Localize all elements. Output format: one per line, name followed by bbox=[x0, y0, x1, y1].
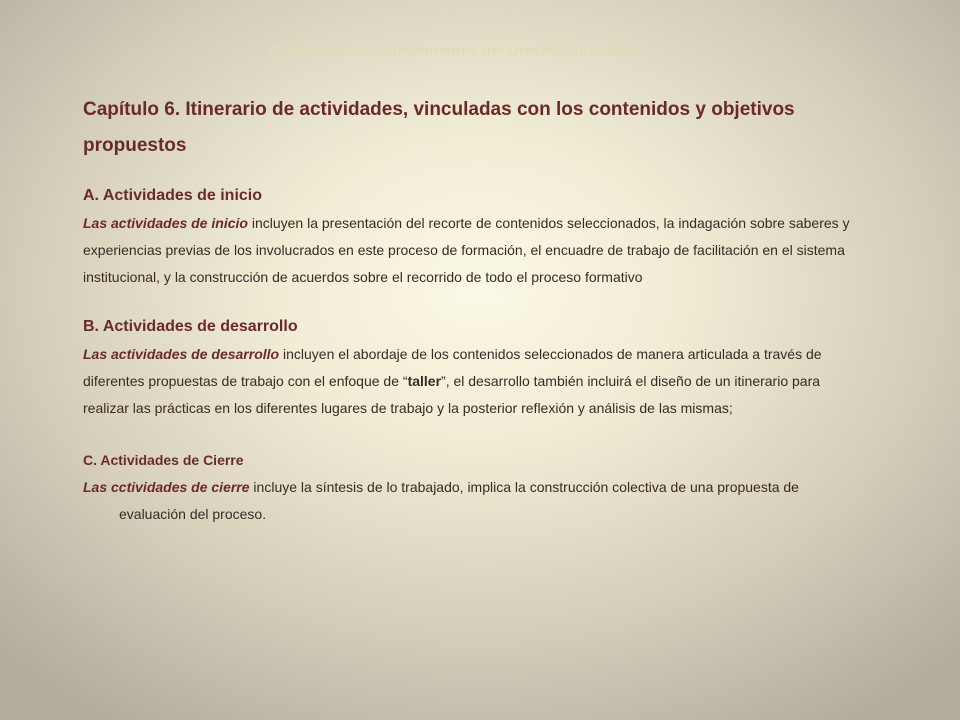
section-paragraph-desarrollo bbox=[83, 341, 853, 422]
paragraph-lead-desarrollo: Las actividades de desarrollo bbox=[83, 346, 280, 362]
paragraph-text-desarrollo-end: ”, el desarrollo también incluirá el diseño de un itinerario para realizar las prácticas en los diferentes lugares de trabajo y la posterior reflexión y análisis de las mismas; bbox=[83, 373, 821, 416]
section-heading-cierre: C. Actividades de Cierre bbox=[83, 452, 244, 468]
section-heading-inicio: A. Actividades de inicio bbox=[83, 187, 263, 204]
emphasis-taller: taller bbox=[407, 373, 442, 389]
paragraph-lead-cierre: Las cctividades de cierre bbox=[83, 479, 250, 495]
paragraph-lead-inicio: Las actividades de inicio bbox=[83, 215, 248, 231]
slide-content bbox=[83, 92, 853, 528]
section-paragraph-inicio bbox=[83, 210, 853, 291]
paragraph-text-cierre: incluye la síntesis de lo trabajado, implica la construcción colectiva de una propuesta de evaluación del proceso. bbox=[119, 479, 799, 522]
section-heading-desarrollo: B. Actividades de desarrollo bbox=[83, 318, 298, 335]
chapter-title: Capítulo 6. Itinerario de actividades, vinculadas con los contenidos y objetivos propuestos bbox=[83, 99, 795, 156]
section-paragraph-cierre bbox=[83, 474, 853, 528]
slide-header: II. Elementos - Componentes del Diseño Curricular bbox=[269, 42, 636, 59]
paragraph-text-inicio: incluyen la presentación del recorte de contenidos seleccionados, la indagación sobre saberes y experiencias previas de los involucrados en este proceso de formación, el encuadre de trabajo de facilitación en el sistema institucional, y la construcción de acuerdos sobre el recorrido de todo el proceso formativo bbox=[83, 215, 850, 285]
paragraph-text-desarrollo: incluyen el abordaje de los contenidos seleccionados de manera articulada a través de diferentes propuestas de trabajo con el enfoque de “ bbox=[83, 346, 822, 389]
